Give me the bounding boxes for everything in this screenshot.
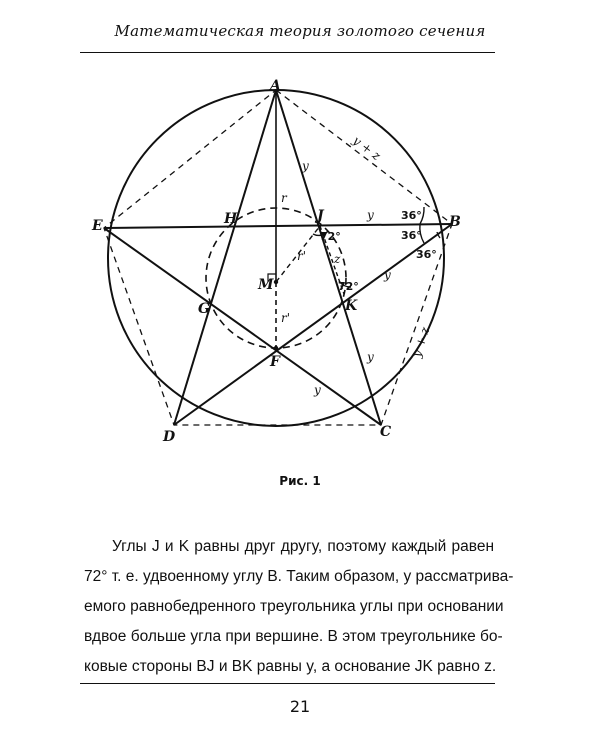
label-y-KC: y xyxy=(367,350,374,364)
paragraph-line: Углы J и K равны друг другу, поэтому каждый равен xyxy=(112,538,494,555)
label-y-BK: y xyxy=(384,268,391,282)
label-y-plus-z-BC: y + z xyxy=(409,325,433,359)
label-K: K xyxy=(345,298,358,314)
angle-72-J: 72° xyxy=(320,230,341,243)
label-G: G xyxy=(198,301,210,317)
body-paragraph xyxy=(84,532,514,682)
label-D: D xyxy=(163,429,176,445)
point-M xyxy=(274,280,278,284)
label-y-plus-z-AB: y + z xyxy=(350,133,384,163)
label-y-AJ: y xyxy=(302,159,309,173)
label-z: z xyxy=(334,252,341,266)
label-F: F xyxy=(270,354,280,370)
label-H: H xyxy=(224,211,238,227)
point-F xyxy=(274,346,278,350)
paragraph-line: ковые стороны BJ и BK равны y, а основание JK равно z. xyxy=(84,658,497,675)
footer-rule xyxy=(80,683,495,684)
paragraph-line: 72° т. е. удвоенному углу B. Таким образом, у рассматрива- xyxy=(84,568,514,585)
label-y-JB: y xyxy=(367,208,374,222)
label-C: C xyxy=(380,424,392,440)
label-r-prime-MF: r' xyxy=(281,311,291,325)
label-A: A xyxy=(270,78,281,94)
paragraph-line: емого равнобедренного треугольника углы при основании xyxy=(84,598,504,615)
label-r-prime-MJ: r' xyxy=(297,249,307,263)
paragraph-line: вдвое больше угла при вершине. В этом треугольнике бо- xyxy=(84,628,503,645)
label-E: E xyxy=(92,218,103,234)
label-r: r xyxy=(281,191,287,205)
figure-caption: Рис. 1 xyxy=(279,474,321,488)
label-B: B xyxy=(449,214,461,230)
angle-72-K: 72° xyxy=(338,280,359,293)
angle-36-upper: 36° xyxy=(401,209,422,222)
running-title: Математическая теория золотого сечения xyxy=(114,22,486,40)
label-J: J xyxy=(317,208,324,224)
label-y-FC: y xyxy=(314,383,321,397)
angle-36-lower: 36° xyxy=(416,248,437,261)
label-M: M xyxy=(258,277,274,293)
page-number: 21 xyxy=(289,697,311,716)
angle-36-middle: 36° xyxy=(401,229,422,242)
